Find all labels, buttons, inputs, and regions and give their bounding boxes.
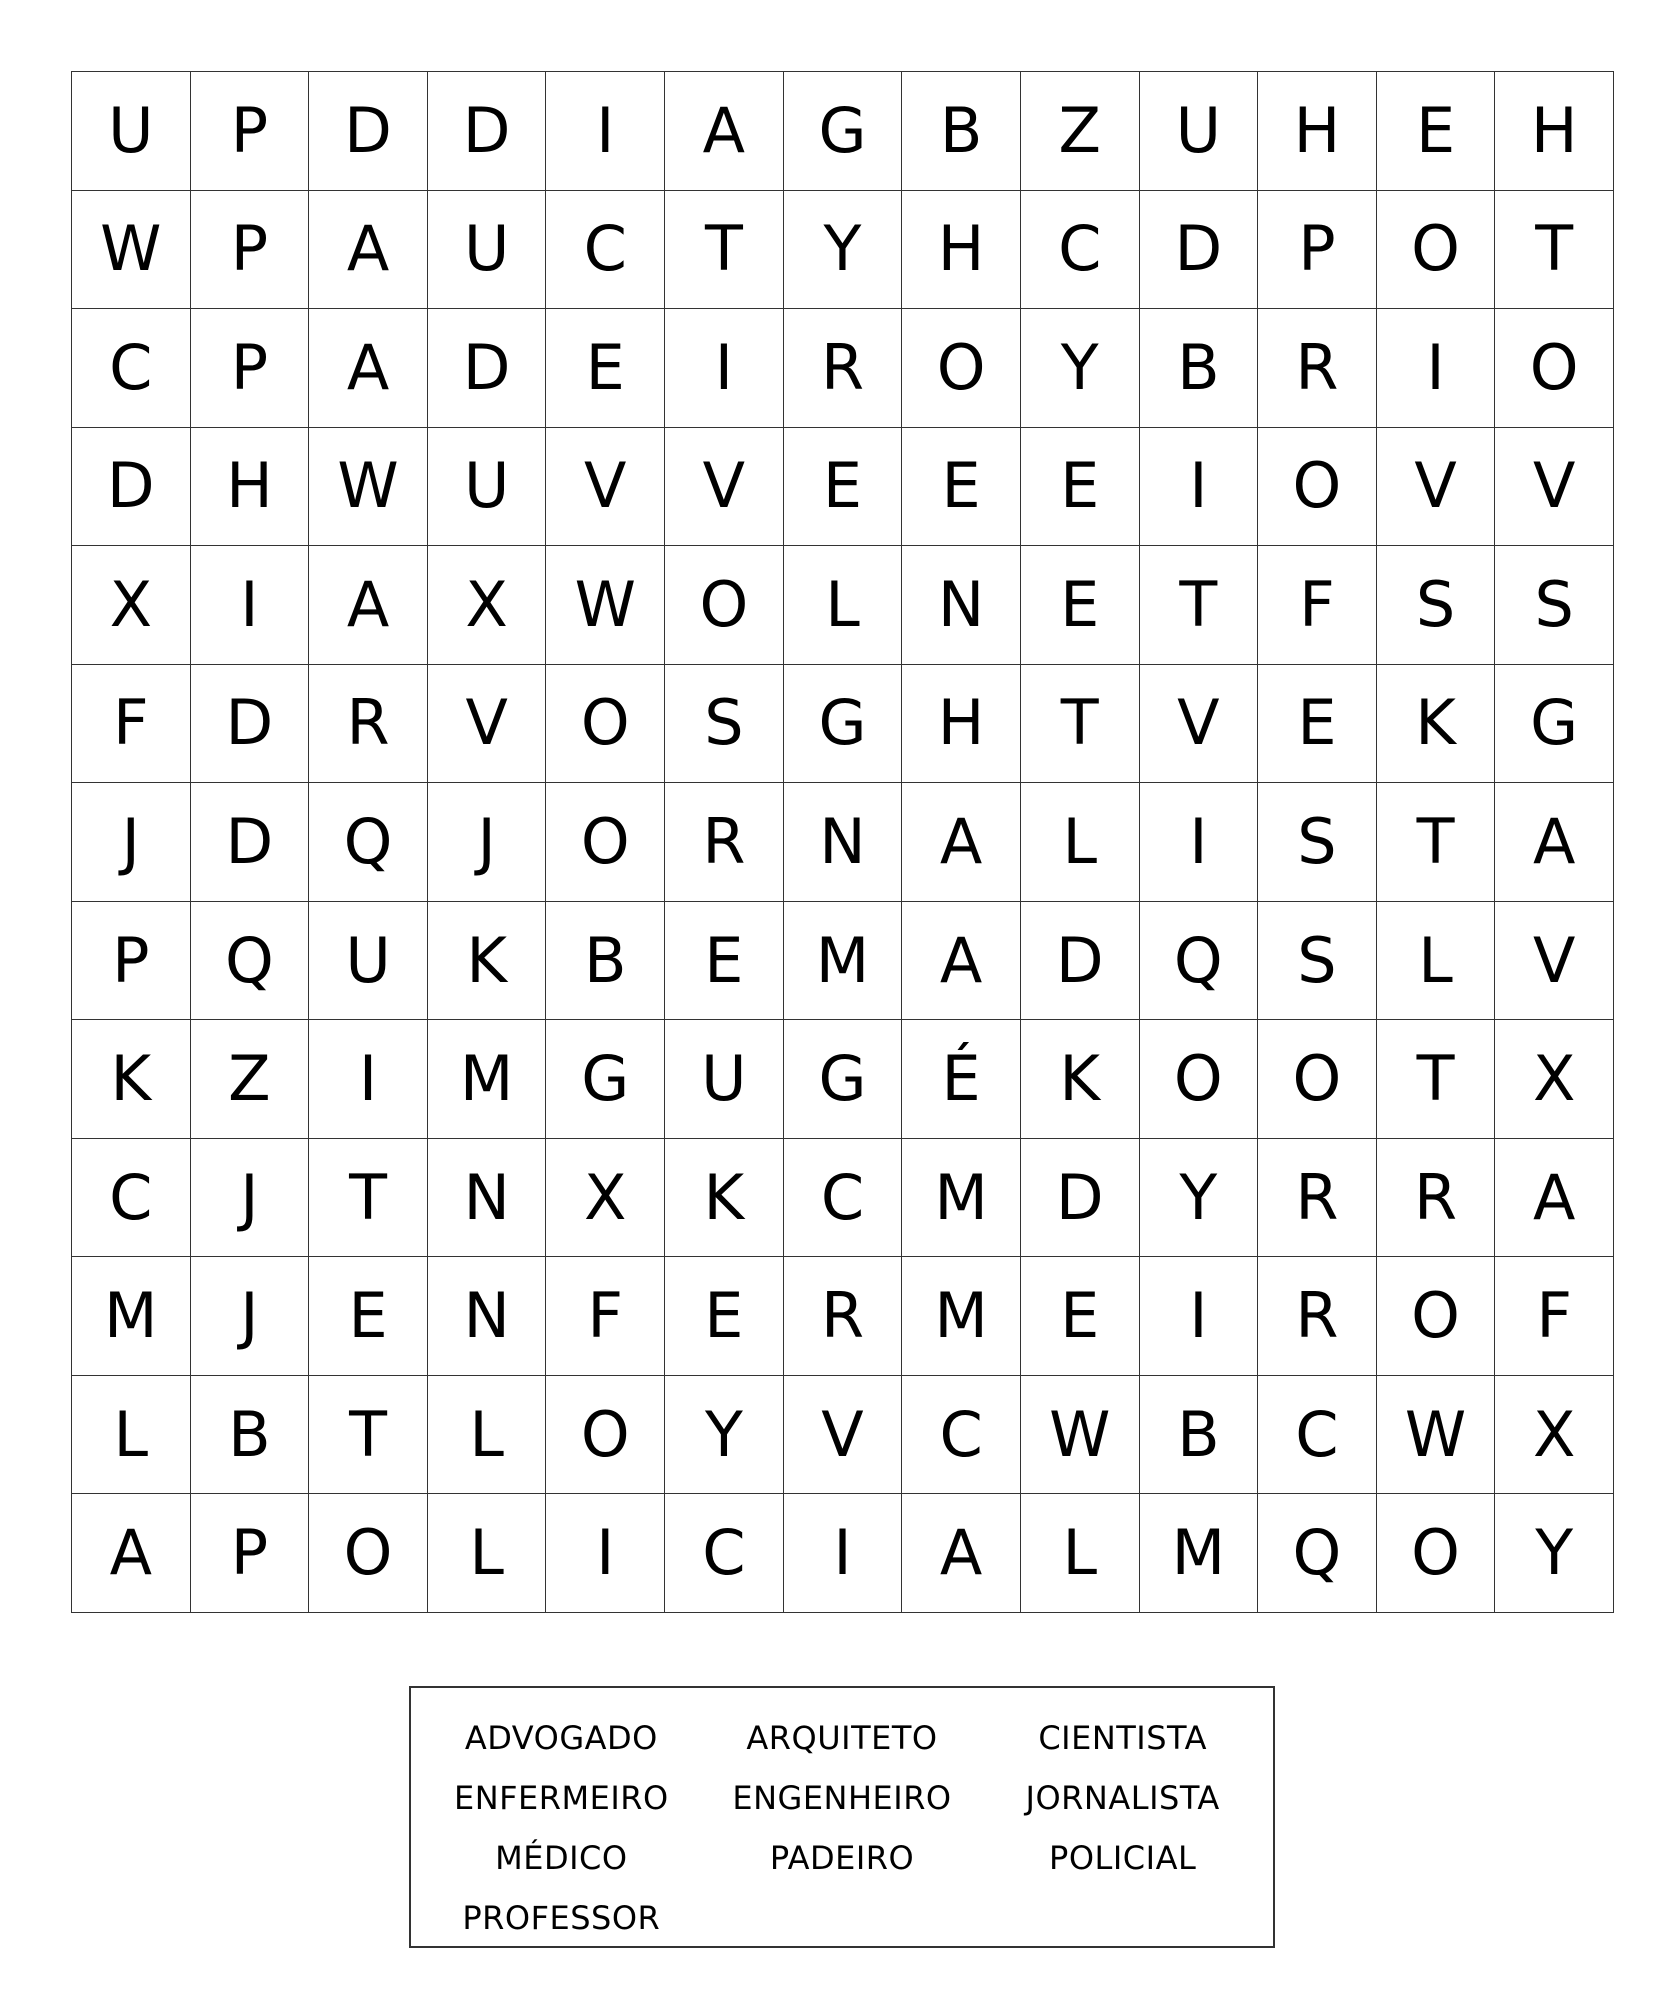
grid-cell-r11-c9[interactable]: B bbox=[1140, 1376, 1259, 1495]
grid-cell-r11-c6[interactable]: V bbox=[784, 1376, 903, 1495]
grid-cell-r9-c10[interactable]: R bbox=[1258, 1139, 1377, 1258]
grid-cell-r11-c2[interactable]: T bbox=[309, 1376, 428, 1495]
grid-cell-r4-c10[interactable]: F bbox=[1258, 546, 1377, 665]
grid-cell-r9-c5[interactable]: K bbox=[665, 1139, 784, 1258]
grid-cell-r12-c0[interactable]: A bbox=[72, 1494, 191, 1613]
grid-cell-r12-c3[interactable]: L bbox=[428, 1494, 547, 1613]
grid-cell-r7-c8[interactable]: D bbox=[1021, 902, 1140, 1021]
grid-cell-r10-c7[interactable]: M bbox=[902, 1257, 1021, 1376]
word-search-grid bbox=[71, 71, 1614, 1613]
grid-cell-r3-c10[interactable]: O bbox=[1258, 428, 1377, 547]
grid-cell-r11-c7[interactable]: C bbox=[902, 1376, 1021, 1495]
grid-cell-r11-c0[interactable]: L bbox=[72, 1376, 191, 1495]
word-list-item: ADVOGADO bbox=[464, 1719, 658, 1757]
grid-cell-r12-c9[interactable]: M bbox=[1140, 1494, 1259, 1613]
grid-cell-r0-c12[interactable]: H bbox=[1495, 72, 1614, 191]
word-list-item: ENGENHEIRO bbox=[732, 1779, 952, 1817]
grid-cell-r9-c12[interactable]: A bbox=[1495, 1139, 1614, 1258]
grid-cell-r5-c9[interactable]: V bbox=[1140, 665, 1259, 784]
grid-cell-r2-c8[interactable]: Y bbox=[1021, 309, 1140, 428]
grid-cell-r7-c9[interactable]: Q bbox=[1140, 902, 1259, 1021]
word-list-item: PROFESSOR bbox=[462, 1899, 661, 1937]
grid-cell-r3-c11[interactable]: V bbox=[1377, 428, 1496, 547]
grid-cell-r3-c4[interactable]: V bbox=[546, 428, 665, 547]
grid-cell-r0-c4[interactable]: I bbox=[546, 72, 665, 191]
grid-cell-r6-c12[interactable]: A bbox=[1495, 783, 1614, 902]
grid-cell-r0-c3[interactable]: D bbox=[428, 72, 547, 191]
grid-cell-r10-c1[interactable]: J bbox=[191, 1257, 310, 1376]
grid-cell-r6-c3[interactable]: J bbox=[428, 783, 547, 902]
grid-cell-r1-c3[interactable]: U bbox=[428, 191, 547, 310]
grid-cell-r9-c3[interactable]: N bbox=[428, 1139, 547, 1258]
word-list-item: PADEIRO bbox=[769, 1839, 915, 1877]
grid-cell-r10-c4[interactable]: F bbox=[546, 1257, 665, 1376]
grid-cell-r6-c7[interactable]: A bbox=[902, 783, 1021, 902]
grid-cell-r1-c12[interactable]: T bbox=[1495, 191, 1614, 310]
grid-cell-r10-c8[interactable]: E bbox=[1021, 1257, 1140, 1376]
grid-cell-r8-c1[interactable]: Z bbox=[191, 1020, 310, 1139]
grid-cell-r3-c6[interactable]: E bbox=[784, 428, 903, 547]
grid-cell-r10-c11[interactable]: O bbox=[1377, 1257, 1496, 1376]
grid-cell-r10-c6[interactable]: R bbox=[784, 1257, 903, 1376]
grid-cell-r10-c10[interactable]: R bbox=[1258, 1257, 1377, 1376]
grid-cell-r7-c5[interactable]: E bbox=[665, 902, 784, 1021]
grid-cell-r0-c7[interactable]: B bbox=[902, 72, 1021, 191]
grid-cell-r2-c11[interactable]: I bbox=[1377, 309, 1496, 428]
grid-cell-r4-c6[interactable]: L bbox=[784, 546, 903, 665]
grid-cell-r6-c11[interactable]: T bbox=[1377, 783, 1496, 902]
grid-cell-r12-c5[interactable]: C bbox=[665, 1494, 784, 1613]
grid-cell-r8-c5[interactable]: U bbox=[665, 1020, 784, 1139]
grid-cell-r5-c10[interactable]: E bbox=[1258, 665, 1377, 784]
grid-cell-r2-c5[interactable]: I bbox=[665, 309, 784, 428]
grid-cell-r4-c11[interactable]: S bbox=[1377, 546, 1496, 665]
grid-cell-r5-c5[interactable]: S bbox=[665, 665, 784, 784]
grid-cell-r4-c0[interactable]: X bbox=[72, 546, 191, 665]
grid-cell-r6-c1[interactable]: D bbox=[191, 783, 310, 902]
grid-cell-r2-c1[interactable]: P bbox=[191, 309, 310, 428]
grid-cell-r8-c11[interactable]: T bbox=[1377, 1020, 1496, 1139]
grid-cell-r12-c1[interactable]: P bbox=[191, 1494, 310, 1613]
grid-cell-r9-c7[interactable]: M bbox=[902, 1139, 1021, 1258]
grid-cell-r2-c4[interactable]: E bbox=[546, 309, 665, 428]
grid-cell-r2-c12[interactable]: O bbox=[1495, 309, 1614, 428]
grid-cell-r11-c3[interactable]: L bbox=[428, 1376, 547, 1495]
grid-cell-r7-c10[interactable]: S bbox=[1258, 902, 1377, 1021]
grid-cell-r8-c6[interactable]: G bbox=[784, 1020, 903, 1139]
grid-cell-r1-c11[interactable]: O bbox=[1377, 191, 1496, 310]
grid-cell-r1-c5[interactable]: T bbox=[665, 191, 784, 310]
grid-cell-r7-c6[interactable]: M bbox=[784, 902, 903, 1021]
grid-cell-r11-c12[interactable]: X bbox=[1495, 1376, 1614, 1495]
word-list-item: POLICIAL bbox=[1049, 1839, 1197, 1877]
grid-cell-r9-c11[interactable]: R bbox=[1377, 1139, 1496, 1258]
grid-cell-r0-c10[interactable]: H bbox=[1258, 72, 1377, 191]
grid-cell-r4-c4[interactable]: W bbox=[546, 546, 665, 665]
grid-cell-r1-c7[interactable]: H bbox=[902, 191, 1021, 310]
grid-cell-r12-c10[interactable]: Q bbox=[1258, 1494, 1377, 1613]
grid-cell-r1-c9[interactable]: D bbox=[1140, 191, 1259, 310]
grid-cell-r8-c9[interactable]: O bbox=[1140, 1020, 1259, 1139]
grid-cell-r8-c7[interactable]: É bbox=[902, 1020, 1021, 1139]
grid-cell-r7-c4[interactable]: B bbox=[546, 902, 665, 1021]
grid-cell-r0-c11[interactable]: E bbox=[1377, 72, 1496, 191]
grid-cell-r5-c4[interactable]: O bbox=[546, 665, 665, 784]
grid-cell-r0-c0[interactable]: U bbox=[72, 72, 191, 191]
grid-cell-r1-c2[interactable]: A bbox=[309, 191, 428, 310]
grid-cell-r3-c8[interactable]: E bbox=[1021, 428, 1140, 547]
grid-cell-r6-c10[interactable]: S bbox=[1258, 783, 1377, 902]
grid-cell-r5-c7[interactable]: H bbox=[902, 665, 1021, 784]
grid-cell-r3-c7[interactable]: E bbox=[902, 428, 1021, 547]
grid-cell-r5-c2[interactable]: R bbox=[309, 665, 428, 784]
grid-cell-r4-c1[interactable]: I bbox=[191, 546, 310, 665]
grid-cell-r11-c5[interactable]: Y bbox=[665, 1376, 784, 1495]
grid-cell-r4-c7[interactable]: N bbox=[902, 546, 1021, 665]
grid-cell-r6-c9[interactable]: I bbox=[1140, 783, 1259, 902]
grid-cell-r0-c2[interactable]: D bbox=[309, 72, 428, 191]
grid-cell-r8-c12[interactable]: X bbox=[1495, 1020, 1614, 1139]
word-list-item: ARQUITETO bbox=[746, 1719, 938, 1757]
word-list-item: ENFERMEIRO bbox=[453, 1779, 669, 1817]
grid-cell-r2-c7[interactable]: O bbox=[902, 309, 1021, 428]
grid-cell-r5-c12[interactable]: G bbox=[1495, 665, 1614, 784]
grid-cell-r0-c1[interactable]: P bbox=[191, 72, 310, 191]
word-list-item: JORNALISTA bbox=[1025, 1779, 1220, 1817]
grid-cell-r7-c1[interactable]: Q bbox=[191, 902, 310, 1021]
grid-cell-r11-c10[interactable]: C bbox=[1258, 1376, 1377, 1495]
grid-cell-r8-c3[interactable]: M bbox=[428, 1020, 547, 1139]
grid-cell-r12-c6[interactable]: I bbox=[784, 1494, 903, 1613]
grid-cell-r7-c2[interactable]: U bbox=[309, 902, 428, 1021]
grid-cell-r6-c5[interactable]: R bbox=[665, 783, 784, 902]
grid-cell-r12-c7[interactable]: A bbox=[902, 1494, 1021, 1613]
grid-cell-r3-c2[interactable]: W bbox=[309, 428, 428, 547]
word-list-item: CIENTISTA bbox=[1038, 1719, 1207, 1757]
grid-cell-r12-c2[interactable]: O bbox=[309, 1494, 428, 1613]
grid-cell-r6-c8[interactable]: L bbox=[1021, 783, 1140, 902]
grid-cell-r9-c2[interactable]: T bbox=[309, 1139, 428, 1258]
grid-cell-r5-c6[interactable]: G bbox=[784, 665, 903, 784]
grid-cell-r4-c12[interactable]: S bbox=[1495, 546, 1614, 665]
grid-cell-r0-c6[interactable]: G bbox=[784, 72, 903, 191]
grid-cell-r10-c0[interactable]: M bbox=[72, 1257, 191, 1376]
grid-cell-r2-c9[interactable]: B bbox=[1140, 309, 1259, 428]
grid-cell-r5-c0[interactable]: F bbox=[72, 665, 191, 784]
grid-cell-r4-c5[interactable]: O bbox=[665, 546, 784, 665]
grid-cell-r1-c1[interactable]: P bbox=[191, 191, 310, 310]
grid-cell-r7-c0[interactable]: P bbox=[72, 902, 191, 1021]
grid-cell-r9-c0[interactable]: C bbox=[72, 1139, 191, 1258]
grid-cell-r7-c11[interactable]: L bbox=[1377, 902, 1496, 1021]
word-list bbox=[409, 1686, 1275, 1948]
grid-cell-r9-c1[interactable]: J bbox=[191, 1139, 310, 1258]
grid-cell-r4-c9[interactable]: T bbox=[1140, 546, 1259, 665]
grid-cell-r0-c8[interactable]: Z bbox=[1021, 72, 1140, 191]
grid-cell-r10-c9[interactable]: I bbox=[1140, 1257, 1259, 1376]
grid-cell-r3-c0[interactable]: D bbox=[72, 428, 191, 547]
grid-cell-r2-c3[interactable]: D bbox=[428, 309, 547, 428]
grid-cell-r1-c4[interactable]: C bbox=[546, 191, 665, 310]
grid-cell-r2-c10[interactable]: R bbox=[1258, 309, 1377, 428]
grid-cell-r2-c0[interactable]: C bbox=[72, 309, 191, 428]
grid-cell-r10-c12[interactable]: F bbox=[1495, 1257, 1614, 1376]
grid-cell-r2-c6[interactable]: R bbox=[784, 309, 903, 428]
grid-cell-r8-c8[interactable]: K bbox=[1021, 1020, 1140, 1139]
grid-cell-r7-c3[interactable]: K bbox=[428, 902, 547, 1021]
grid-cell-r9-c9[interactable]: Y bbox=[1140, 1139, 1259, 1258]
grid-cell-r1-c8[interactable]: C bbox=[1021, 191, 1140, 310]
grid-cell-r3-c3[interactable]: U bbox=[428, 428, 547, 547]
grid-cell-r11-c4[interactable]: O bbox=[546, 1376, 665, 1495]
grid-cell-r3-c9[interactable]: I bbox=[1140, 428, 1259, 547]
grid-cell-r6-c2[interactable]: Q bbox=[309, 783, 428, 902]
grid-cell-r12-c11[interactable]: O bbox=[1377, 1494, 1496, 1613]
grid-cell-r8-c0[interactable]: K bbox=[72, 1020, 191, 1139]
grid-cell-r7-c12[interactable]: V bbox=[1495, 902, 1614, 1021]
grid-cell-r2-c2[interactable]: A bbox=[309, 309, 428, 428]
grid-cell-r5-c11[interactable]: K bbox=[1377, 665, 1496, 784]
grid-cell-r1-c10[interactable]: P bbox=[1258, 191, 1377, 310]
grid-cell-r7-c7[interactable]: A bbox=[902, 902, 1021, 1021]
grid-cell-r9-c8[interactable]: D bbox=[1021, 1139, 1140, 1258]
grid-cell-r6-c4[interactable]: O bbox=[546, 783, 665, 902]
grid-cell-r0-c9[interactable]: U bbox=[1140, 72, 1259, 191]
grid-cell-r3-c5[interactable]: V bbox=[665, 428, 784, 547]
grid-cell-r0-c5[interactable]: A bbox=[665, 72, 784, 191]
word-list-item: MÉDICO bbox=[495, 1839, 628, 1877]
grid-cell-r5-c1[interactable]: D bbox=[191, 665, 310, 784]
grid-cell-r11-c11[interactable]: W bbox=[1377, 1376, 1496, 1495]
grid-cell-r3-c1[interactable]: H bbox=[191, 428, 310, 547]
grid-cell-r11-c1[interactable]: B bbox=[191, 1376, 310, 1495]
grid-cell-r5-c8[interactable]: T bbox=[1021, 665, 1140, 784]
grid-cell-r12-c12[interactable]: Y bbox=[1495, 1494, 1614, 1613]
grid-cell-r4-c3[interactable]: X bbox=[428, 546, 547, 665]
grid-cell-r10-c3[interactable]: N bbox=[428, 1257, 547, 1376]
grid-cell-r6-c6[interactable]: N bbox=[784, 783, 903, 902]
grid-cell-r8-c2[interactable]: I bbox=[309, 1020, 428, 1139]
grid-cell-r3-c12[interactable]: V bbox=[1495, 428, 1614, 547]
grid-cell-r4-c8[interactable]: E bbox=[1021, 546, 1140, 665]
grid-cell-r9-c4[interactable]: X bbox=[546, 1139, 665, 1258]
grid-cell-r4-c2[interactable]: A bbox=[309, 546, 428, 665]
grid-cell-r9-c6[interactable]: C bbox=[784, 1139, 903, 1258]
grid-cell-r8-c10[interactable]: O bbox=[1258, 1020, 1377, 1139]
grid-cell-r8-c4[interactable]: G bbox=[546, 1020, 665, 1139]
grid-cell-r6-c0[interactable]: J bbox=[72, 783, 191, 902]
grid-cell-r1-c0[interactable]: W bbox=[72, 191, 191, 310]
grid-cell-r5-c3[interactable]: V bbox=[428, 665, 547, 784]
grid-cell-r12-c8[interactable]: L bbox=[1021, 1494, 1140, 1613]
grid-cell-r12-c4[interactable]: I bbox=[546, 1494, 665, 1613]
grid-cell-r11-c8[interactable]: W bbox=[1021, 1376, 1140, 1495]
grid-cell-r10-c2[interactable]: E bbox=[309, 1257, 428, 1376]
grid-cell-r10-c5[interactable]: E bbox=[665, 1257, 784, 1376]
grid-cell-r1-c6[interactable]: Y bbox=[784, 191, 903, 310]
